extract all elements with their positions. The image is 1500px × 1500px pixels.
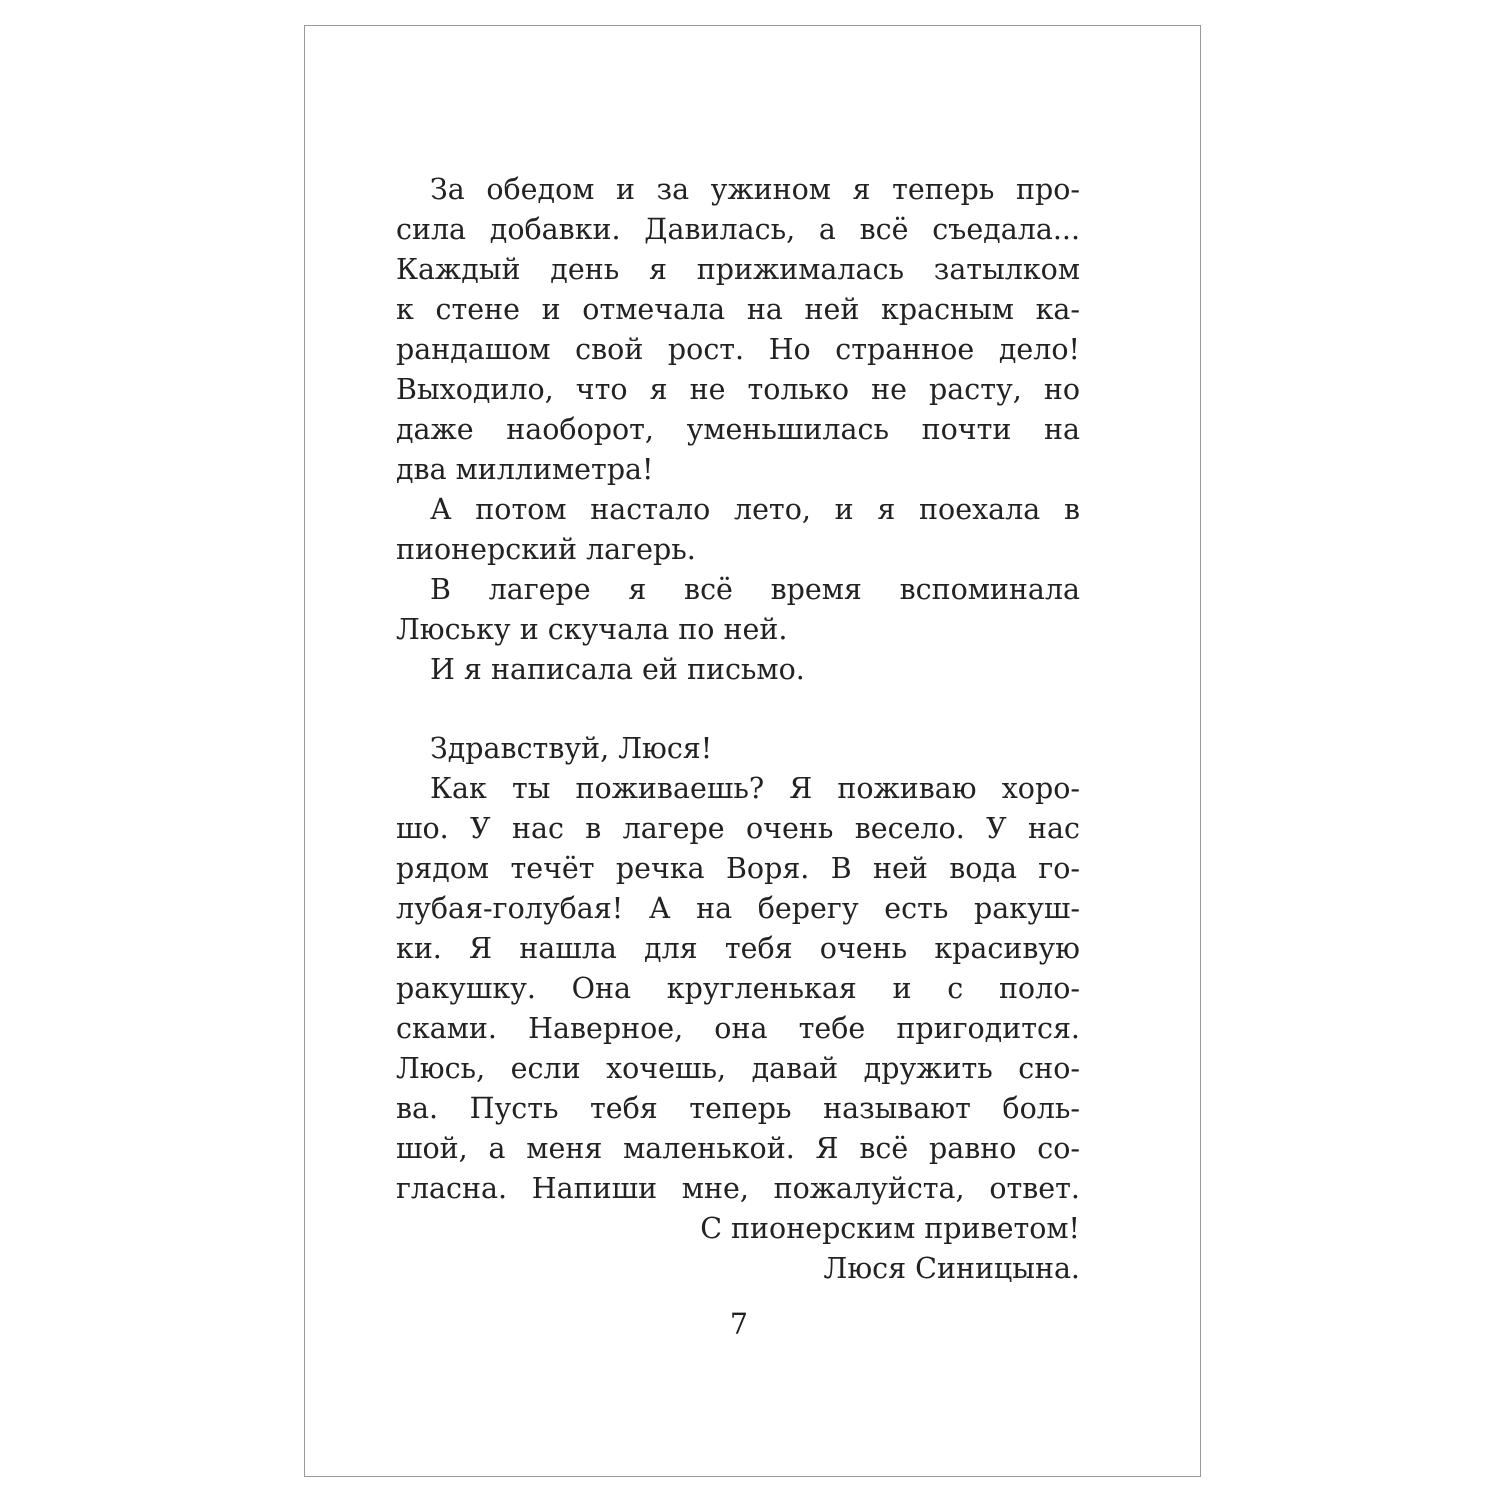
text-line: Каждый день я прижималась затылком [396, 253, 1080, 286]
letter-greeting: Здравствуй, Люся! [430, 732, 713, 765]
text-line: В лагере я всё время вспоминала [430, 573, 1080, 606]
text-line: И я написала ей письмо. [430, 653, 805, 686]
text-line: даже наоборот, уменьшилась почти на [396, 413, 1080, 446]
text-line: лубая-голубая! А на берегу есть ракуш- [396, 892, 1080, 925]
page-number: 7 [729, 1308, 749, 1341]
text-block-letter [396, 729, 1080, 1289]
text-line: к стене и отмечала на ней красным ка- [396, 293, 1080, 326]
letter-signature: Люся Синицына. [823, 1252, 1080, 1285]
text-line: сила добавки. Давилась, а всё съедала... [396, 213, 1080, 246]
text-line: Выходило, что я не только не расту, но [396, 373, 1080, 406]
text-line: сками. Наверное, она тебе пригодится. [396, 1012, 1080, 1045]
text-line: два миллиметра! [396, 453, 654, 486]
text-line: рандашом свой рост. Но странное дело! [396, 333, 1080, 366]
text-line: ки. Я нашла для тебя очень красивую [396, 932, 1080, 965]
text-line: Люську и скучала по ней. [396, 613, 788, 646]
text-line: А потом настало лето, и я поехала в [430, 493, 1080, 526]
text-line: ракушку. Она кругленькая и с поло- [396, 972, 1080, 1005]
text-line: Люсь, если хочешь, давай дружить сно- [396, 1052, 1080, 1085]
text-line: За обедом и за ужином я теперь про- [430, 173, 1080, 206]
text-block-narrative [396, 170, 1080, 690]
letter-closing: С пионерским приветом! [700, 1212, 1080, 1245]
text-line: гласна. Напиши мне, пожалуйста, ответ. [396, 1172, 1080, 1205]
text-line: рядом течёт речка Воря. В ней вода го- [396, 852, 1080, 885]
text-line: Как ты поживаешь? Я поживаю хоро- [430, 772, 1080, 805]
text-line: шой, а меня маленькой. Я всё равно со- [396, 1132, 1080, 1165]
text-line: шо. У нас в лагере очень весело. У нас [396, 812, 1080, 845]
text-line: ва. Пусть тебя теперь называют боль- [396, 1092, 1080, 1125]
text-line: пионерский лагерь. [396, 533, 696, 566]
